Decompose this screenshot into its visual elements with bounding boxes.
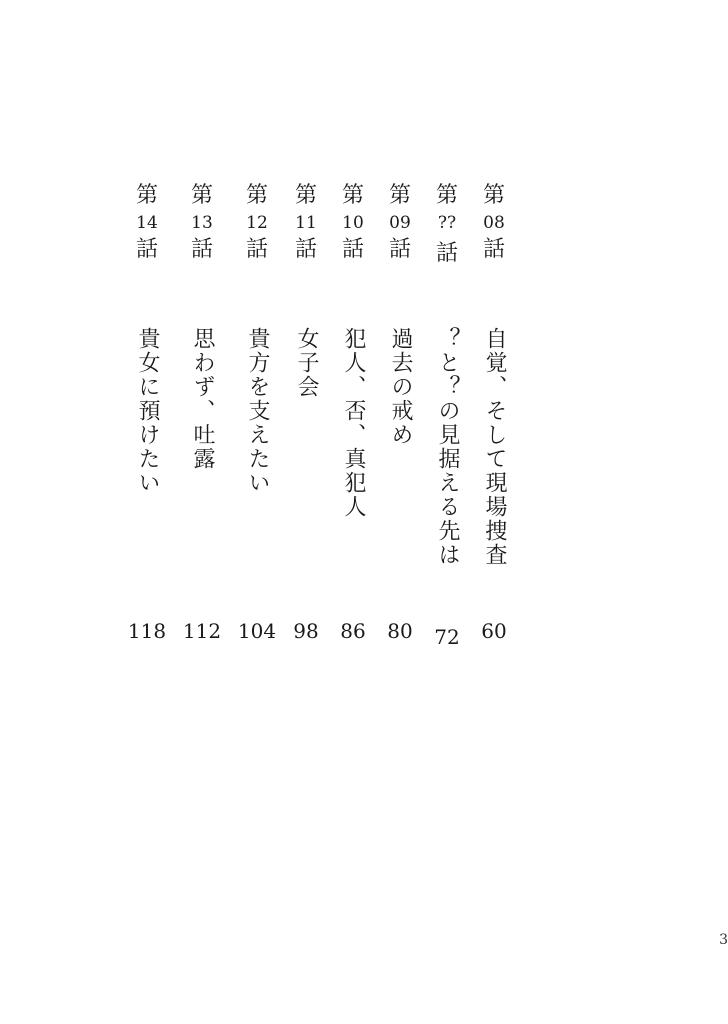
chapter-number xyxy=(127,183,167,264)
folio-page-number: 3 xyxy=(719,932,728,948)
chapter-prefix: 第 xyxy=(388,183,411,208)
chapter-title: 自覚、そして現場捜査 xyxy=(482,327,507,567)
toc-entry-unknown[interactable] xyxy=(427,0,467,700)
chapter-suffix: 話 xyxy=(135,237,158,262)
toc-entry-11[interactable] xyxy=(286,0,326,700)
chapter-digits: 10 xyxy=(342,213,364,233)
chapter-prefix: 第 xyxy=(190,183,213,208)
toc-entry-08[interactable] xyxy=(474,0,514,700)
chapter-digits: 08 xyxy=(483,213,505,233)
chapter-suffix: 話 xyxy=(482,237,505,262)
chapter-title: 貴女に預けたい xyxy=(135,327,160,495)
chapter-title: 女子会 xyxy=(294,327,319,399)
chapter-digits: ?? xyxy=(437,213,457,233)
page-number: 86 xyxy=(340,619,366,643)
chapter-number xyxy=(427,183,467,268)
chapter-number xyxy=(182,183,222,264)
chapter-title: 思わず、吐露 xyxy=(190,327,215,471)
chapter-prefix: 第 xyxy=(435,183,458,208)
chapter-prefix: 第 xyxy=(245,183,268,208)
chapter-digits: 12 xyxy=(246,213,268,233)
chapter-suffix: 話 xyxy=(294,237,317,262)
chapter-number xyxy=(380,183,420,264)
chapter-title: 貴方を支えたい xyxy=(245,327,270,495)
page-number: 104 xyxy=(237,619,277,643)
chapter-prefix: 第 xyxy=(482,183,505,208)
chapter-number xyxy=(474,183,514,264)
page-number: 118 xyxy=(127,619,167,643)
chapter-number xyxy=(333,183,373,264)
chapter-digits: 11 xyxy=(295,213,317,233)
toc-entry-10[interactable] xyxy=(333,0,373,700)
chapter-prefix: 第 xyxy=(341,183,364,208)
chapter-suffix: 話 xyxy=(435,241,458,266)
chapter-number xyxy=(237,183,277,264)
chapter-title: 犯人、否、真犯人 xyxy=(341,327,366,519)
page-number: 72 xyxy=(434,625,460,649)
toc-entry-14[interactable] xyxy=(127,0,167,700)
chapter-digits: 13 xyxy=(191,213,213,233)
page-number: 98 xyxy=(293,619,319,643)
toc-entry-13[interactable] xyxy=(182,0,222,700)
toc-entry-09[interactable] xyxy=(380,0,420,700)
page-number: 112 xyxy=(182,619,222,643)
chapter-title: 過去の戒め xyxy=(388,327,413,447)
page-number: 80 xyxy=(387,619,413,643)
chapter-prefix: 第 xyxy=(294,183,317,208)
chapter-digits: 09 xyxy=(389,213,411,233)
chapter-number xyxy=(286,183,326,264)
toc-entry-12[interactable] xyxy=(237,0,277,700)
chapter-suffix: 話 xyxy=(190,237,213,262)
chapter-digits: 14 xyxy=(136,213,158,233)
chapter-suffix: 話 xyxy=(341,237,364,262)
chapter-title: ？と？の見据える先は xyxy=(435,327,460,567)
chapter-suffix: 話 xyxy=(388,237,411,262)
chapter-suffix: 話 xyxy=(245,237,268,262)
chapter-prefix: 第 xyxy=(135,183,158,208)
page-number: 60 xyxy=(481,619,507,643)
